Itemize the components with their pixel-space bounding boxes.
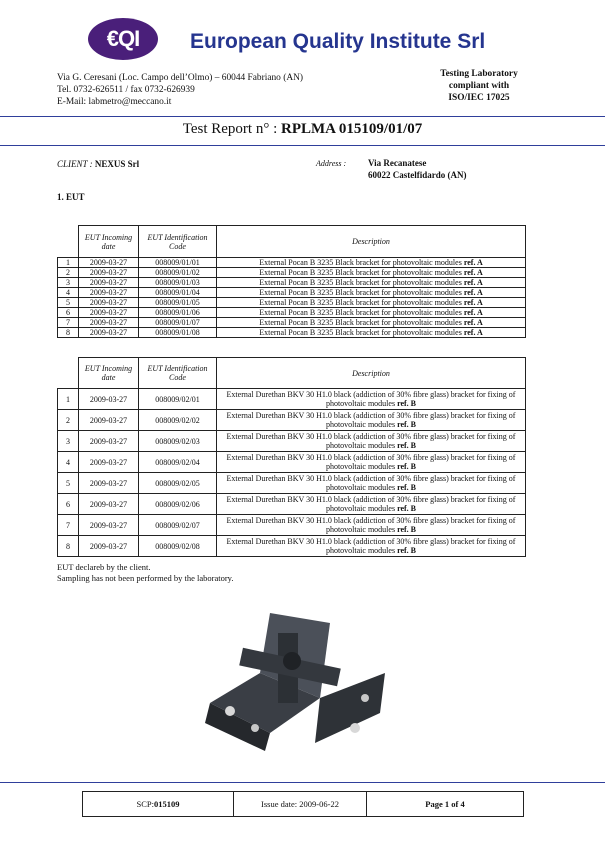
row-number: 7 <box>58 318 79 328</box>
client-label: CLIENT : <box>57 159 95 169</box>
table-row <box>58 288 526 298</box>
description <box>217 452 526 473</box>
col-identification-code: EUT Identification Code <box>139 358 217 389</box>
incoming-date: 2009-03-27 <box>79 278 139 288</box>
table-row <box>58 298 526 308</box>
incoming-date: 2009-03-27 <box>79 308 139 318</box>
col-identification-code: EUT Identification Code <box>139 226 217 258</box>
table-row <box>58 268 526 278</box>
incoming-date: 2009-03-27 <box>79 258 139 268</box>
identification-code: 008009/02/02 <box>139 410 217 431</box>
row-number: 8 <box>58 536 79 557</box>
table-row <box>58 318 526 328</box>
reference: ref. A <box>463 258 483 267</box>
description-text: External Pocan B 3235 Black bracket for photovoltaic modules <box>259 318 462 327</box>
identification-code: 008009/02/04 <box>139 452 217 473</box>
incoming-date: 2009-03-27 <box>79 318 139 328</box>
lab-line-2: compliant with <box>448 81 510 91</box>
description <box>217 410 526 431</box>
row-number: 3 <box>58 278 79 288</box>
row-number: 7 <box>58 515 79 536</box>
phone-line: Tel. 0732-626511 / fax 0732-626939 <box>57 85 195 95</box>
description <box>217 278 526 288</box>
lab-line-1: Testing Laboratory <box>440 69 518 79</box>
description-text: External Durethan BKV 30 H1.0 black (addiction of 30% fibre glass) bracket for fixing of photovoltaic modules <box>226 516 516 534</box>
description <box>217 536 526 557</box>
identification-code: 008009/02/07 <box>139 515 217 536</box>
description-text: External Pocan B 3235 Black bracket for photovoltaic modules <box>259 328 462 337</box>
note-eut-declared: EUT declareb by the client. <box>57 562 151 572</box>
col-description: Description <box>217 358 526 389</box>
logo-text: €QI <box>106 26 140 51</box>
email-line: E-Mail: labmetro@meccano.it <box>57 97 172 107</box>
description <box>217 308 526 318</box>
reference: ref. B <box>397 504 417 513</box>
footer-scp <box>83 792 234 816</box>
incoming-date: 2009-03-27 <box>79 515 139 536</box>
footer-issue-date: Issue date: 2009-06-22 <box>234 792 367 816</box>
description-text: External Durethan BKV 30 H1.0 black (addiction of 30% fibre glass) bracket for fixing of photovoltaic modules <box>226 411 516 429</box>
bracket-photo <box>200 603 395 753</box>
row-number: 6 <box>58 308 79 318</box>
incoming-date: 2009-03-27 <box>79 452 139 473</box>
identification-code: 008009/02/06 <box>139 494 217 515</box>
reference: ref. B <box>397 420 417 429</box>
description <box>217 298 526 308</box>
identification-code: 008009/01/05 <box>139 298 217 308</box>
identification-code: 008009/01/04 <box>139 288 217 298</box>
description-text: External Durethan BKV 30 H1.0 black (addiction of 30% fibre glass) bracket for fixing of photovoltaic modules <box>226 453 516 471</box>
row-number: 1 <box>58 389 79 410</box>
identification-code: 008009/02/05 <box>139 473 217 494</box>
eut-table-ref-b <box>57 357 526 557</box>
client-address-label: Address : <box>316 159 347 168</box>
description <box>217 328 526 338</box>
reference: ref. A <box>463 308 483 317</box>
identification-code: 008009/02/03 <box>139 431 217 452</box>
client-name: NEXUS Srl <box>94 159 140 169</box>
description <box>217 494 526 515</box>
row-number: 6 <box>58 494 79 515</box>
description <box>217 473 526 494</box>
description-text: External Pocan B 3235 Black bracket for photovoltaic modules <box>259 278 462 287</box>
row-number: 8 <box>58 328 79 338</box>
table-row <box>58 410 526 431</box>
reference: ref. A <box>463 318 483 327</box>
col-incoming-date: EUT Incoming date <box>79 358 139 389</box>
row-number: 2 <box>58 268 79 278</box>
table-row <box>58 515 526 536</box>
row-number: 1 <box>58 258 79 268</box>
identification-code: 008009/01/03 <box>139 278 217 288</box>
reference: ref. A <box>463 328 483 337</box>
incoming-date: 2009-03-27 <box>79 536 139 557</box>
table-row <box>58 278 526 288</box>
scp-value: 015109 <box>154 799 180 809</box>
incoming-date: 2009-03-27 <box>79 410 139 431</box>
client-line <box>57 159 139 169</box>
eut-table-ref-a <box>57 225 526 338</box>
company-name: European Quality Institute Srl <box>190 30 486 53</box>
identification-code: 008009/01/06 <box>139 308 217 318</box>
notes <box>57 562 233 584</box>
table-row <box>58 308 526 318</box>
description <box>217 288 526 298</box>
lab-line-3: ISO/IEC 17025 <box>448 93 510 103</box>
row-number: 5 <box>58 473 79 494</box>
scp-label: SCP: <box>136 799 154 809</box>
table-corner <box>58 226 79 258</box>
reference: ref. B <box>397 525 417 534</box>
identification-code: 008009/01/07 <box>139 318 217 328</box>
incoming-date: 2009-03-27 <box>79 389 139 410</box>
identification-code: 008009/01/01 <box>139 258 217 268</box>
reference: ref. A <box>463 288 483 297</box>
col-incoming-date: EUT Incoming date <box>79 226 139 258</box>
description-text: External Durethan BKV 30 H1.0 black (addiction of 30% fibre glass) bracket for fixing of photovoltaic modules <box>226 474 516 492</box>
description-text: External Durethan BKV 30 H1.0 black (addiction of 30% fibre glass) bracket for fixing of photovoltaic modules <box>226 495 516 513</box>
row-number: 4 <box>58 452 79 473</box>
table-row <box>58 473 526 494</box>
row-number: 4 <box>58 288 79 298</box>
identification-code: 008009/02/01 <box>139 389 217 410</box>
company-address <box>57 72 303 108</box>
col-description: Description <box>217 226 526 258</box>
reference: ref. B <box>397 462 417 471</box>
identification-code: 008009/02/08 <box>139 536 217 557</box>
note-sampling: Sampling has not been performed by the laboratory. <box>57 573 234 583</box>
identification-code: 008009/01/08 <box>139 328 217 338</box>
reference: ref. A <box>463 268 483 277</box>
report-title-prefix: Test Report n° : <box>182 121 282 137</box>
incoming-date: 2009-03-27 <box>79 431 139 452</box>
description-text: External Pocan B 3235 Black bracket for photovoltaic modules <box>259 298 462 307</box>
description-text: External Durethan BKV 30 H1.0 black (addiction of 30% fibre glass) bracket for fixing of photovoltaic modules <box>226 432 516 450</box>
reference: ref. B <box>397 441 417 450</box>
table-row <box>58 536 526 557</box>
reference: ref. A <box>463 278 483 287</box>
description-text: External Pocan B 3235 Black bracket for photovoltaic modules <box>259 258 462 267</box>
reference: ref. B <box>397 483 417 492</box>
incoming-date: 2009-03-27 <box>79 268 139 278</box>
description <box>217 258 526 268</box>
incoming-date: 2009-03-27 <box>79 298 139 308</box>
reference: ref. A <box>463 298 483 307</box>
description <box>217 431 526 452</box>
footer <box>82 791 524 817</box>
footer-page: Page 1 of 4 <box>425 799 465 809</box>
client-address-line-2: 60022 Castelfidardo (AN) <box>368 170 467 180</box>
description-text: External Durethan BKV 30 H1.0 black (addiction of 30% fibre glass) bracket for fixing of photovoltaic modules <box>226 537 516 555</box>
row-number: 5 <box>58 298 79 308</box>
client-address <box>368 157 467 181</box>
header-rule-bottom <box>0 145 605 146</box>
description-text: External Pocan B 3235 Black bracket for photovoltaic modules <box>259 288 462 297</box>
header-rule-top <box>0 116 605 117</box>
incoming-date: 2009-03-27 <box>79 494 139 515</box>
description <box>217 389 526 410</box>
table-row <box>58 328 526 338</box>
incoming-date: 2009-03-27 <box>79 288 139 298</box>
row-number: 3 <box>58 431 79 452</box>
lab-accreditation <box>430 68 528 104</box>
report-number: RPLMA 015109/01/07 <box>281 121 423 137</box>
section-title: 1. EUT <box>57 192 85 202</box>
table-row <box>58 494 526 515</box>
incoming-date: 2009-03-27 <box>79 473 139 494</box>
report-title <box>0 121 605 138</box>
description <box>217 318 526 328</box>
description-text: External Pocan B 3235 Black bracket for photovoltaic modules <box>259 308 462 317</box>
table-row <box>58 258 526 268</box>
identification-code: 008009/01/02 <box>139 268 217 278</box>
reference: ref. B <box>397 399 417 408</box>
description-text: External Durethan BKV 30 H1.0 black (addiction of 30% fibre glass) bracket for fixing of photovoltaic modules <box>226 390 516 408</box>
incoming-date: 2009-03-27 <box>79 328 139 338</box>
footer-rule <box>0 782 605 783</box>
description <box>217 268 526 278</box>
table-row <box>58 452 526 473</box>
description <box>217 515 526 536</box>
address-line: Via G. Ceresani (Loc. Campo dell’Olmo) – 60044 Fabriano (AN) <box>57 73 303 83</box>
table-corner <box>58 358 79 389</box>
table-row <box>58 431 526 452</box>
client-address-line-1: Via Recanatese <box>368 158 427 168</box>
description-text: External Pocan B 3235 Black bracket for photovoltaic modules <box>259 268 462 277</box>
table-row <box>58 389 526 410</box>
reference: ref. B <box>397 546 417 555</box>
row-number: 2 <box>58 410 79 431</box>
